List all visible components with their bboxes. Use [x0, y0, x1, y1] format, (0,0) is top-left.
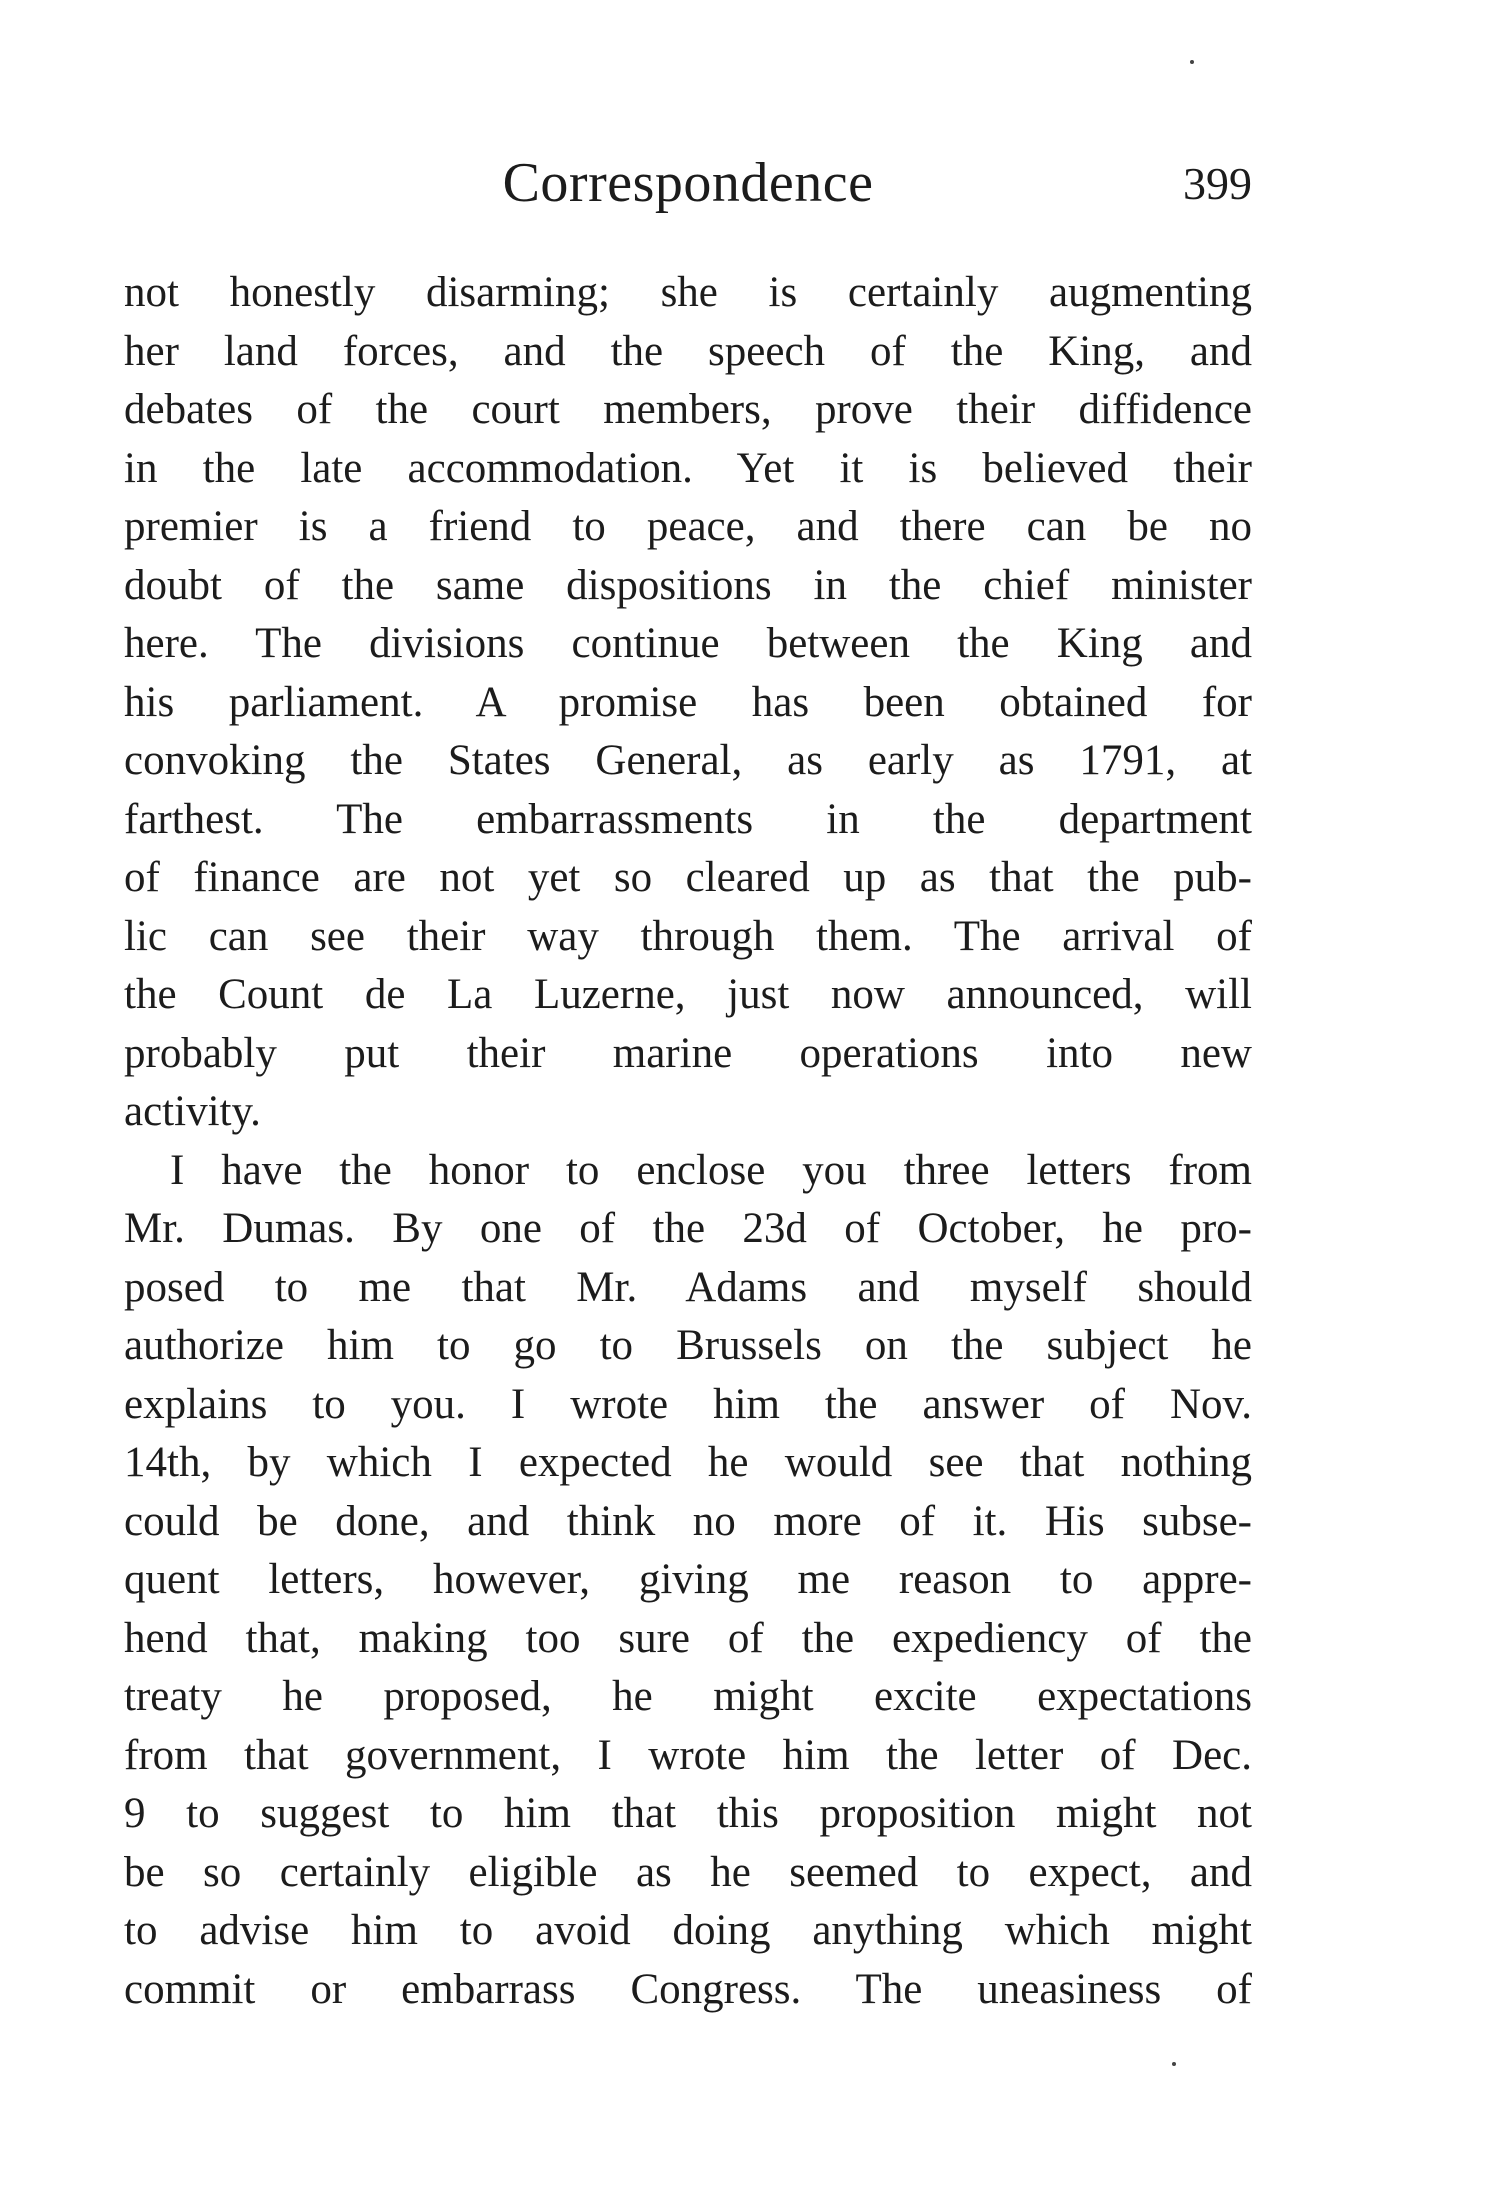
body-text	[124, 264, 1252, 2019]
text-line: Mr. Dumas. By one of the 23d of October, he pro-	[124, 1205, 1252, 1252]
text-line: in the late accommodation. Yet it is believed their	[124, 444, 1252, 492]
text-line: convoking the States General, as early as 1791, at	[124, 737, 1252, 784]
text-line: authorize him to go to Brussels on the subject he	[124, 1322, 1252, 1369]
page-number: 399	[1183, 158, 1252, 209]
text-line: doubt of the same dispositions in the chief minister	[124, 561, 1252, 609]
text-line: here. The divisions continue between the King and	[124, 620, 1252, 667]
text-line: treaty he proposed, he might excite expectations	[124, 1673, 1252, 1720]
text-line: farthest. The embarrassments in the department	[124, 795, 1252, 843]
text-line: from that government, I wrote him the letter of Dec.	[124, 1731, 1252, 1779]
print-speck	[1190, 60, 1194, 64]
text-line: lic can see their way through them. The arrival of	[124, 912, 1252, 960]
text-line: her land forces, and the speech of the King, and	[124, 327, 1252, 375]
running-head	[124, 148, 1252, 218]
print-speck	[1172, 2062, 1176, 2066]
text-line: debates of the court members, prove their diffidence	[124, 386, 1252, 433]
text-line: quent letters, however, giving me reason to appre-	[124, 1556, 1252, 1603]
text-line: probably put their marine operations into new	[124, 1029, 1252, 1077]
text-line: I have the honor to enclose you three letters from	[170, 1146, 1252, 1194]
text-line: could be done, and think no more of it. His subse-	[124, 1497, 1252, 1545]
text-line: 14th, by which I expected he would see that nothing	[124, 1439, 1252, 1486]
text-line: 9 to suggest to him that this proposition might not	[124, 1790, 1252, 1837]
running-title: Correspondence	[502, 152, 874, 214]
text-line: activity.	[124, 1088, 261, 1135]
text-line: commit or embarrass Congress. The uneasiness of	[124, 1965, 1252, 2013]
text-line: his parliament. A promise has been obtained for	[124, 678, 1252, 726]
text-line: of finance are not yet so cleared up as that the pub-	[124, 854, 1252, 901]
text-line: explains to you. I wrote him the answer of Nov.	[124, 1380, 1252, 1428]
text-line: posed to me that Mr. Adams and myself should	[124, 1263, 1252, 1311]
text-line: premier is a friend to peace, and there can be no	[124, 503, 1252, 550]
text-line: not honestly disarming; she is certainly augmenting	[124, 269, 1252, 316]
text-line: to advise him to avoid doing anything which might	[124, 1907, 1252, 1954]
text-line: hend that, making too sure of the expediency of the	[124, 1614, 1252, 1662]
text-line: be so certainly eligible as he seemed to expect, and	[124, 1848, 1252, 1896]
text-line: the Count de La Luzerne, just now announced, will	[124, 971, 1252, 1018]
